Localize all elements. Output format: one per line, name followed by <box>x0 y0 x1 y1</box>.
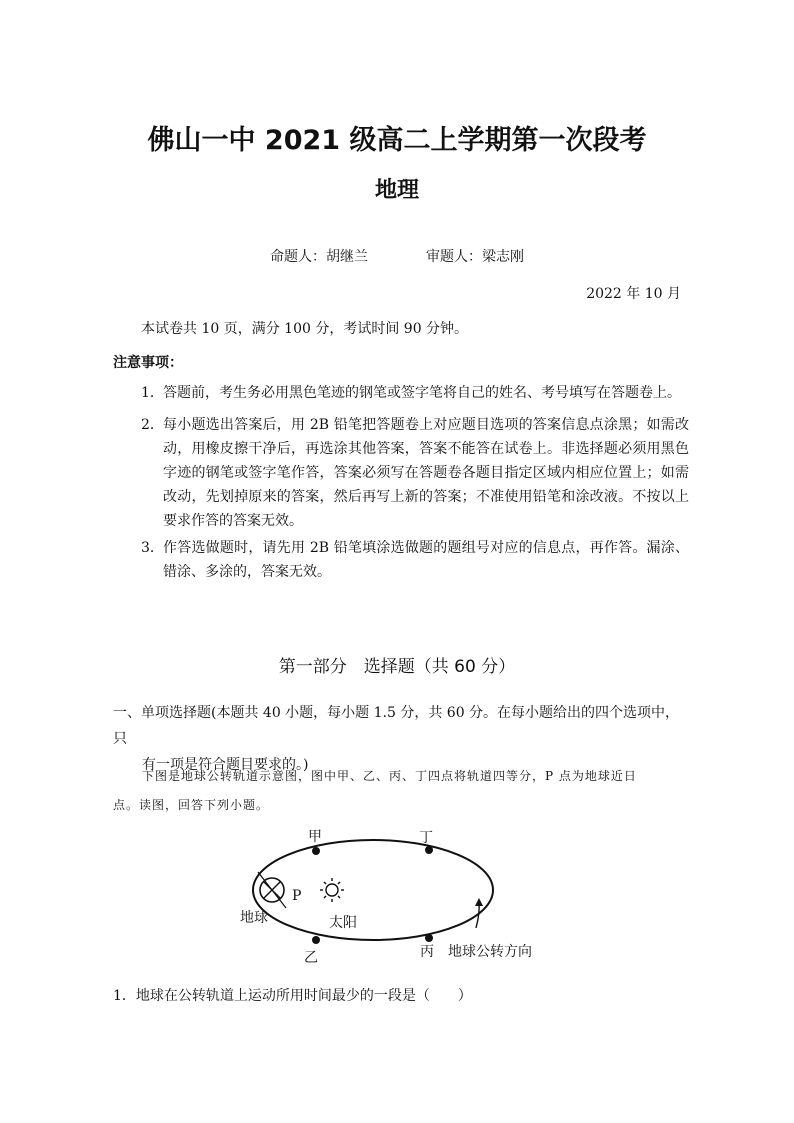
question-1: 1．地球在公转轨道上运动所用时间最少的一段是（ ） <box>113 988 472 1004</box>
lead-line: 点。读图，回答下列小题。 <box>113 798 270 812</box>
notice-item <box>141 381 689 405</box>
notice-item-number: 1． <box>141 385 164 401</box>
point-ding-dot <box>425 846 433 854</box>
notice-item-text: 作答选做题时，请先用 2B 铅笔填涂选做题的题组号对应的信息点，再作答。漏涂、错涂、多涂的，答案无效。 <box>163 540 689 580</box>
notice-item-number: 2． <box>141 417 164 433</box>
point-bing-label: 丙 <box>420 944 434 960</box>
author-name: 命题人：胡继兰 <box>270 249 368 265</box>
authors-line <box>270 246 524 266</box>
earth-icon <box>258 872 286 908</box>
point-jia-dot <box>312 847 320 855</box>
notice-item-text: 答题前，考生务必用黑色笔迹的钢笔或签字笔将自己的姓名、考号填写在答题卷上。 <box>163 385 681 401</box>
intro-text: 本试卷共 10 页，满分 100 分，考试时间 90 分钟。 <box>141 321 469 337</box>
orbit-diagram <box>228 818 568 970</box>
section-line: 一、单项选择题(本题共 40 小题，每小题 1.5 分，共 60 分。在每小题给出的四个选项中，只 <box>113 705 680 747</box>
subject-title: 地理 <box>374 178 419 203</box>
reviewer-name: 审题人：梁志刚 <box>426 249 524 265</box>
orbit-ellipse <box>253 840 493 940</box>
point-bing-dot <box>425 934 433 942</box>
notice-item <box>141 413 689 533</box>
notice-item-text: 每小题选出答案后，用 2B 铅笔把答题卷上对应题目选项的答案信息点涂黑；如需改动，用橡皮擦干净后，再选涂其他答案，答案不能答在试卷上。非选择题必须用黑色字迹的钢笔或签字笔作答，答案必须写在答题卷各题目指定区域内相应位置上；如需改动，先划掉原来的答案，然后再写上新的答案；不准使用铅笔和涂改液。不按以上要求作答的答案无效。 <box>163 417 689 529</box>
exam-title: 佛山一中 2021 级高二上学期第一次段考 <box>147 125 647 156</box>
perihelion-label: P <box>292 888 302 904</box>
point-yi-label: 乙 <box>304 950 318 966</box>
earth-label: 地球 <box>240 910 268 926</box>
notice-heading: 注意事项： <box>113 355 183 371</box>
direction-label: 地球公转方向 <box>448 944 532 960</box>
point-yi-dot <box>312 936 320 944</box>
notice-item-number: 3． <box>141 540 164 556</box>
point-jia-label: 甲 <box>308 829 322 845</box>
part-title: 第一部分 选择题（共 60 分） <box>278 657 516 677</box>
exam-date: 2022 年 10 月 <box>586 286 681 302</box>
section-line: 有一项是符合题目要求的。) <box>142 757 309 773</box>
direction-arrow-icon <box>475 898 483 928</box>
point-ding-label: 丁 <box>419 830 433 846</box>
sun-label: 太阳 <box>329 915 357 931</box>
question-lead <box>113 762 689 820</box>
lead-line: 下图是地球公转轨道示意图，图中甲、乙、丙、丁四点将轨道四等分，P 点为地球近日 <box>142 769 637 783</box>
notice-item <box>141 536 689 584</box>
sun-icon <box>320 878 344 902</box>
